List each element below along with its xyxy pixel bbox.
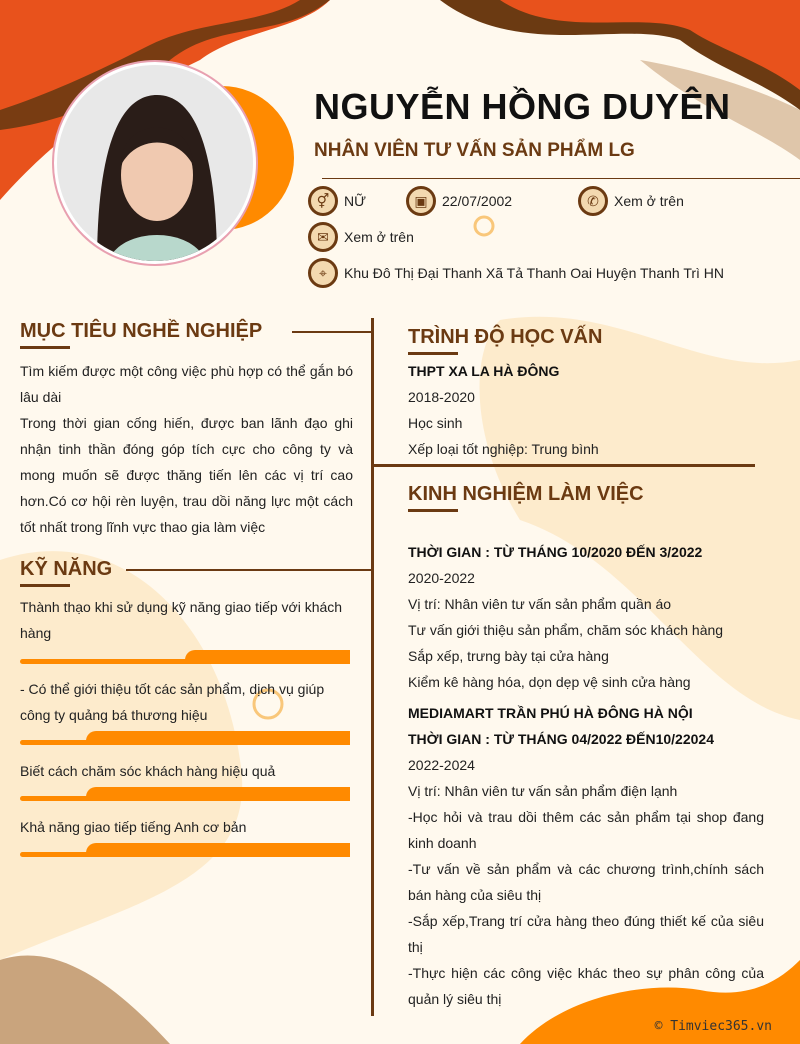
- job-line: Kiểm kê hàng hóa, dọn dẹp vệ sinh cửa hàng: [408, 674, 691, 690]
- birthday-info: [406, 186, 512, 216]
- phone-icon: ✆: [578, 186, 608, 216]
- skill-label: Khả năng giao tiếp tiếng Anh cơ bản: [20, 819, 247, 835]
- skills-rule: [126, 569, 372, 571]
- skill-bar: [20, 787, 350, 801]
- company-name: MEDIAMART TRẦN PHÚ HÀ ĐÔNG HÀ NỘI: [408, 705, 693, 721]
- job-line: Vị trí: Nhân viên tư vấn sản phẩm quần áo: [408, 596, 672, 612]
- education-grade: Xếp loại tốt nghiệp: Trung bình: [408, 441, 599, 457]
- job-line: -Tư vấn về sản phẩm và các chương trình,chính sách bán hàng của siêu thị: [408, 861, 764, 903]
- address-value: Khu Đô Thị Đại Thanh Xã Tả Thanh Oai Huyện Thanh Trì HN: [344, 265, 725, 281]
- education-years: 2018-2020: [408, 389, 475, 405]
- avatar: [54, 62, 256, 264]
- objective-heading: MỤC TIÊU NGHỀ NGHIỆP: [20, 320, 263, 342]
- education-details: [408, 358, 768, 462]
- job-line: Vị trí: Nhân viên tư vấn sản phẩm điện lạnh: [408, 783, 678, 799]
- skill-label: - Có thể giới thiệu tốt các sản phẩm, dịch vụ giúp công ty quảng bá thương hiệu: [20, 681, 325, 723]
- job-title: NHÂN VIÊN TƯ VẤN SẢN PHẨM LG: [314, 140, 635, 161]
- email-value: Xem ở trên: [344, 229, 414, 245]
- gender-icon: ⚥: [308, 186, 338, 216]
- objective-text: [20, 358, 353, 540]
- job-line: Sắp xếp, trưng bày tại cửa hàng: [408, 648, 609, 664]
- birthday-value: 22/07/2002: [442, 193, 513, 209]
- candidate-name: NGUYỄN HỒNG DUYÊN: [314, 86, 731, 127]
- location-pin-icon: ⌖: [308, 258, 338, 288]
- skill-bar: [20, 843, 350, 857]
- objective-line: Trong thời gian cống hiến, được ban lãnh đạo ghi nhận tinh thần đóng góp tích cực cho công ty và mong muốn sẽ được thăng tiến lên các vị trí cao hơn.Có cơ hội rèn luyện, trau dồi năng lực một cách tốt nhất trong lĩnh vực thao gia làm việc: [20, 415, 353, 535]
- watermark: © Timviec365.vn: [654, 1019, 772, 1034]
- experience-details: [408, 539, 764, 1012]
- education-rule: [372, 464, 755, 467]
- objective-line: Tìm kiếm được một công việc phù hợp có thể gắn bó lâu dài: [20, 363, 353, 405]
- job-period: THỜI GIAN : TỪ THÁNG 04/2022 ĐẾN10/22024: [408, 731, 714, 747]
- gender-info: [308, 186, 366, 216]
- address-info: [308, 258, 724, 288]
- job-period: THỜI GIAN : TỪ THÁNG 10/2020 ĐẾN 3/2022: [408, 544, 703, 560]
- column-divider: [371, 318, 374, 1016]
- school-name: THPT XA LA HÀ ĐÔNG: [408, 363, 560, 379]
- skill-label: Biết cách chăm sóc khách hàng hiệu quả: [20, 763, 276, 779]
- job-line: -Thực hiện các công việc khác theo sự phân công của quản lý siêu thị: [408, 965, 764, 1007]
- skill-bar: [20, 650, 350, 664]
- phone-value: Xem ở trên: [614, 193, 684, 209]
- email-info: [308, 222, 414, 252]
- education-role: Học sinh: [408, 415, 463, 431]
- skill-bar: [20, 731, 350, 745]
- gender-value: NỮ: [344, 193, 367, 209]
- experience-heading: KINH NGHIỆM LÀM VIỆC: [408, 483, 644, 505]
- education-heading: TRÌNH ĐỘ HỌC VẤN: [408, 326, 603, 348]
- calendar-icon: ▣: [406, 186, 436, 216]
- job-line: -Học hỏi và trau dồi thêm các sản phẩm tại shop đang kinh doanh: [408, 809, 764, 851]
- phone-info: [578, 186, 684, 216]
- job-line: Tư vấn giới thiệu sản phẩm, chăm sóc khách hàng: [408, 622, 724, 638]
- header-divider: [322, 178, 800, 179]
- envelope-icon: ✉: [308, 222, 338, 252]
- job-years: 2022-2024: [408, 757, 475, 773]
- skills-heading: KỸ NĂNG: [20, 558, 113, 580]
- job-years: 2020-2022: [408, 570, 475, 586]
- objective-rule: [292, 331, 372, 333]
- job-line: -Sắp xếp,Trang trí cửa hàng theo đúng thiết kế của siêu thị: [408, 913, 764, 955]
- skill-label: Thành thạo khi sử dụng kỹ năng giao tiếp với khách hàng: [20, 599, 343, 641]
